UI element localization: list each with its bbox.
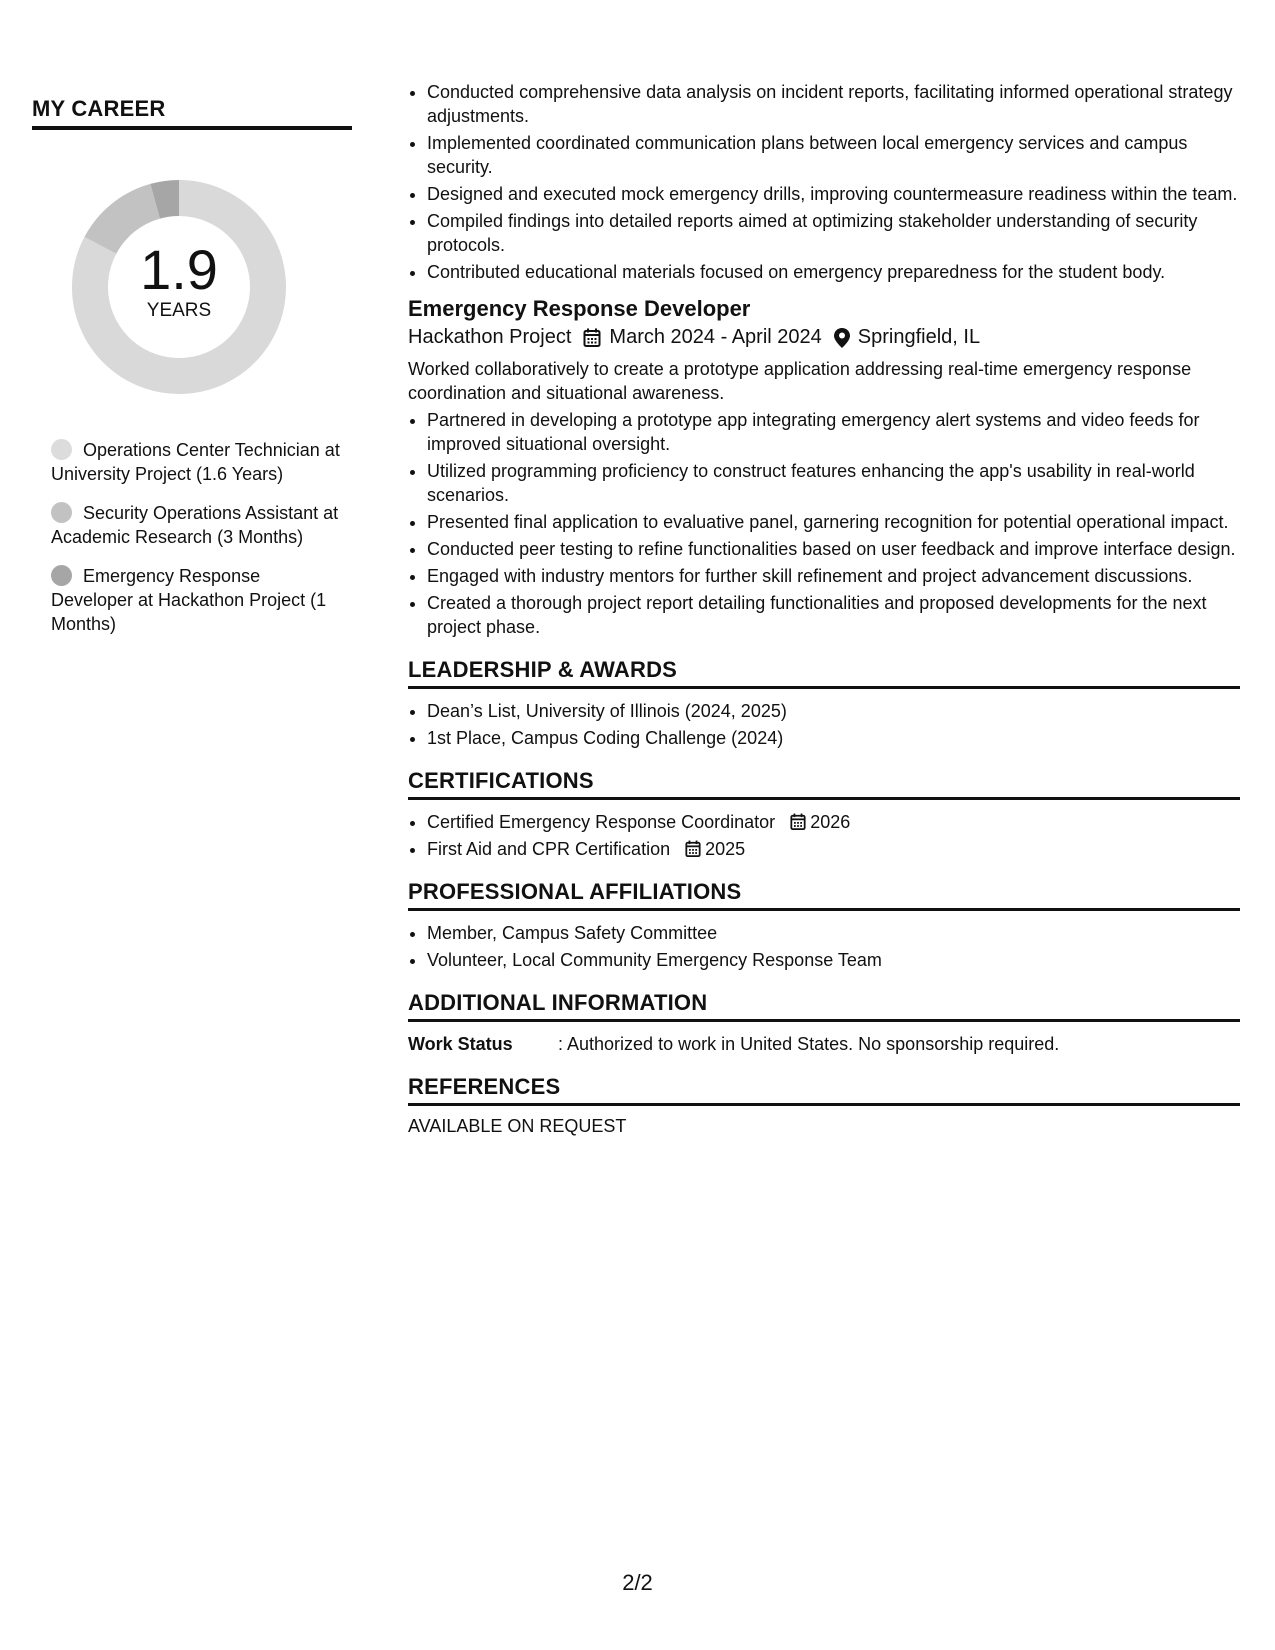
legend-label: Emergency Response Developer at Hackathon Project (1 Months) — [51, 566, 327, 634]
job-company: Hackathon Project — [408, 326, 572, 348]
years-value: 1.9 — [140, 238, 218, 301]
work-status-label: Work Status — [408, 1034, 513, 1054]
affiliations-section-title: PROFESSIONAL AFFILIATIONS — [408, 879, 1240, 911]
legend-dot-icon — [51, 439, 72, 460]
leadership-section-title: LEADERSHIP & AWARDS — [408, 657, 1240, 689]
list-item: • Engaged with industry mentors for further skill refinement and project advancement discussions. — [427, 564, 1240, 588]
calendar-icon — [583, 328, 601, 348]
legend-item — [51, 438, 341, 486]
references-section-title: REFERENCES — [408, 1074, 1240, 1106]
job-title: Emergency Response Developer — [408, 296, 751, 321]
list-item: • Conducted peer testing to refine functionalities based on user feedback and improve interface design. — [427, 537, 1240, 561]
list-item: • Contributed educational materials focused on emergency preparedness for the student body. — [427, 260, 1240, 284]
legend-label: Security Operations Assistant at Academic Research (3 Months) — [51, 503, 339, 547]
list-item: • Presented final application to evaluative panel, garnering recognition for potential operational impact. — [427, 510, 1240, 534]
certification-year: 2026 — [810, 812, 851, 832]
career-legend — [32, 438, 352, 636]
donut-center — [64, 172, 294, 402]
job-location: Springfield, IL — [857, 326, 981, 348]
list-item: • Conducted comprehensive data analysis on incident reports, facilitating informed operational strategy adjustments. — [427, 80, 1240, 128]
years-unit: YEARS — [146, 300, 212, 321]
list-item: • Compiled findings into detailed reports aimed at optimizing stakeholder understanding of security protocols. — [427, 209, 1240, 257]
list-item: • Implemented coordinated communication plans between local emergency services and campus security. — [427, 131, 1240, 179]
list-item: • 1st Place, Campus Coding Challenge (2024) — [427, 726, 1240, 750]
certifications-section-title: CERTIFICATIONS — [408, 768, 1240, 800]
leadership-list — [408, 699, 1240, 750]
list-item — [427, 810, 1240, 834]
work-status-value: : Authorized to work in United States. No sponsorship required. — [558, 1034, 1060, 1054]
main-content — [408, 80, 1240, 1137]
list-item: • Volunteer, Local Community Emergency Response Team — [427, 948, 1240, 972]
affiliations-list — [408, 921, 1240, 972]
list-item: • Utilized programming proficiency to construct features enhancing the app's usability in real-world scenarios. — [427, 459, 1240, 507]
career-title: MY CAREER — [32, 96, 352, 130]
certification-year: 2025 — [705, 839, 746, 859]
previous-job-bullets — [408, 80, 1240, 284]
career-donut-chart — [64, 172, 294, 402]
legend-label: Operations Center Technician at University Project (1.6 Years) — [51, 440, 340, 484]
career-sidebar — [32, 96, 352, 651]
references-text: AVAILABLE ON REQUEST — [408, 1116, 627, 1136]
calendar-icon — [790, 813, 806, 831]
legend-item — [51, 564, 341, 636]
list-item: • Member, Campus Safety Committee — [427, 921, 1240, 945]
list-item: • Dean’s List, University of Illinois (2024, 2025) — [427, 699, 1240, 723]
certification-name: Certified Emergency Response Coordinator — [427, 812, 776, 832]
page-number: 2/2 — [622, 1570, 653, 1595]
calendar-icon — [685, 840, 701, 858]
work-status-row — [408, 1032, 1240, 1056]
location-pin-icon — [834, 328, 850, 348]
certifications-list — [408, 810, 1240, 861]
certification-name: First Aid and CPR Certification — [427, 839, 671, 859]
list-item — [427, 837, 1240, 861]
additional-info-section-title: ADDITIONAL INFORMATION — [408, 990, 1240, 1022]
list-item: • Created a thorough project report detailing functionalities and proposed developments for the next project phase. — [427, 591, 1240, 639]
list-item: • Partnered in developing a prototype app integrating emergency alert systems and video feeds for improved situational oversight. — [427, 408, 1240, 456]
job-meta — [408, 326, 1240, 349]
job-description: Worked collaboratively to create a prototype application addressing real-time emergency response coordination and situational awareness. — [408, 359, 1192, 403]
legend-dot-icon — [51, 502, 72, 523]
job-dates: March 2024 - April 2024 — [609, 326, 822, 348]
job-bullets — [408, 408, 1240, 639]
list-item: • Designed and executed mock emergency drills, improving countermeasure readiness within the team. — [427, 182, 1240, 206]
legend-item — [51, 501, 341, 549]
legend-dot-icon — [51, 565, 72, 586]
